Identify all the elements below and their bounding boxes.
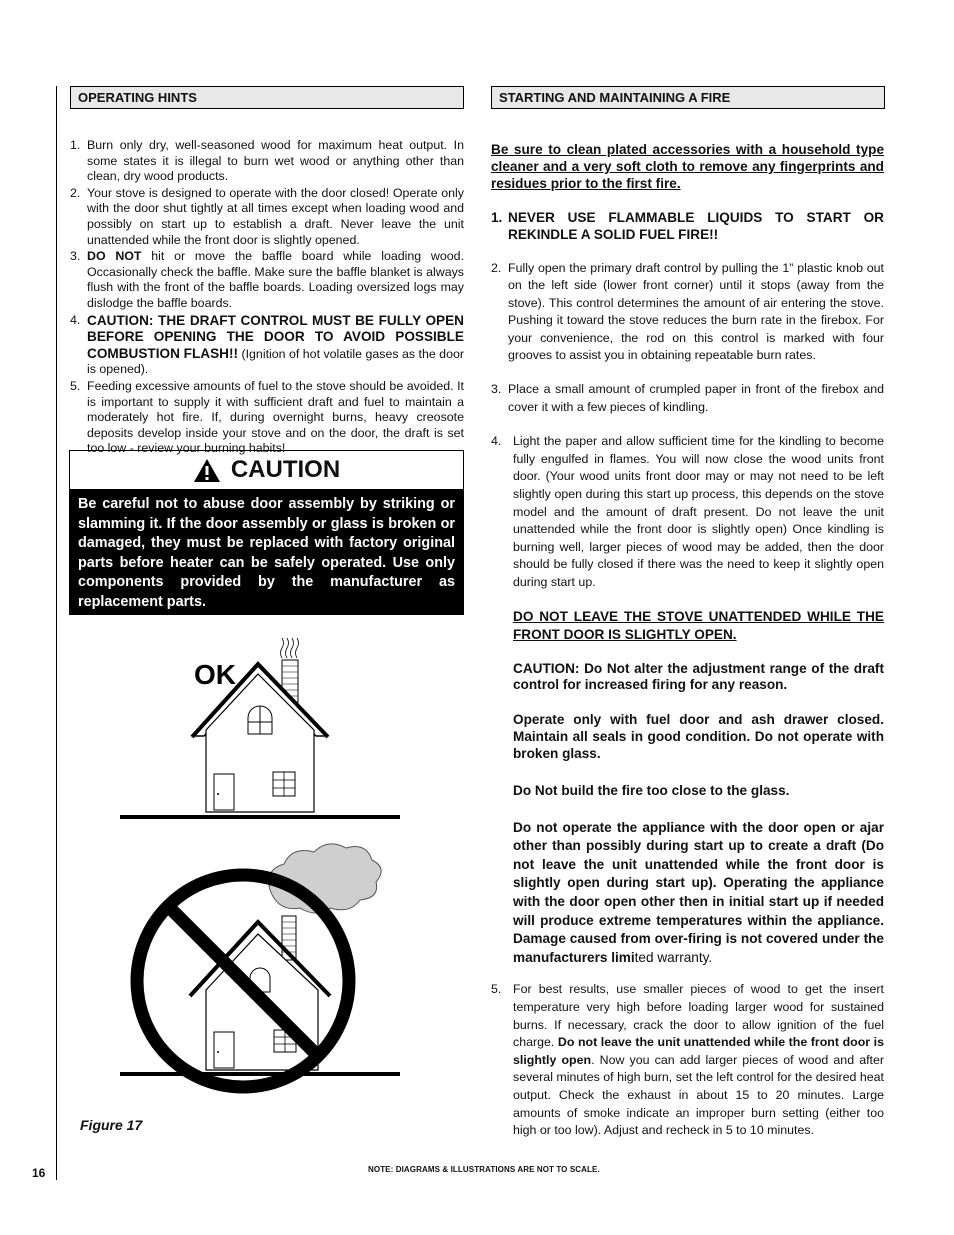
item-text: Light the paper and allow sufficient time for the kindling to become fully engulfed in flames. You will now close the wood units front door. (Your wood units front door may or may not need to be left slightly open during this start up process, this depends on the stove model and the amount of draft present. Do not leave the unit unattended while the front door is slightly open) Once kindling is burning well, larger pieces of wood may be added, then the door should be fully closed if there was the need to keep it slightly open during start up.: [513, 434, 884, 589]
item-text: Fully open the primary draft control by pulling the 1” plastic knob out on the left side (lower front corner) until it stops (away from the stove). This control determines the amount of air entering the stove. Pushing it toward the stove reduces the burn rate in the firebox. For your convenience, the rod on this control is marked with four grooves to assist you in obtaining repeatable burn rates.: [508, 261, 884, 363]
list-item: [70, 138, 464, 185]
item-text: Burn only dry, well-seasoned wood for maximum heat output. In some states it is illegal to burn wet wood or anything other than clean, dry wood products.: [87, 138, 464, 184]
item-number: 1.: [491, 210, 503, 225]
caution-title: CAUTION: [230, 456, 341, 483]
list-item: [70, 186, 464, 248]
starting-fire-header: STARTING AND MAINTAINING A FIRE: [491, 86, 885, 109]
item-number: 5.: [70, 378, 81, 393]
figure-17-illustration: [110, 630, 410, 1110]
item-number: 3.: [491, 382, 502, 397]
item-number: 2.: [491, 261, 502, 275]
warnings-block: [491, 608, 884, 968]
starting-fire-content: [491, 141, 884, 1141]
figure-caption: Figure 17: [80, 1117, 143, 1133]
list-item: [491, 260, 884, 364]
list-item: [70, 249, 464, 311]
intro-text: Be sure to clean plated accessories with a household type cleaner and a very soft cloth to remove any fingerprints and residues prior to the first fire.: [491, 142, 884, 191]
item-text: hit or move the baffle board while loading wood. Occasionally check the baffle. Make sure the baffle blanket is always flush with the front of the baffle boards. Loading oversized logs may dislodge the baffle boards.: [87, 249, 464, 310]
warning-unattended: DO NOT LEAVE THE STOVE UNATTENDED WHILE THE FRONT DOOR IS SLIGHTLY OPEN.: [513, 608, 884, 642]
item-text: NEVER USE FLAMMABLE LIQUIDS TO START OR REKINDLE A SOLID FUEL FIRE!!: [508, 210, 884, 242]
list-item: [491, 209, 884, 243]
item-text: . Now you can add larger pieces of wood and after several minutes of high burn, set the left control for the desired heat output. Check the exhaust in about 15 to 20 minutes. Large amounts of smoke indicate an improper burn setting (either too high or too low). Adjust and recheck in 5 to 10 minutes.: [513, 1052, 884, 1138]
warning-door-open: [513, 819, 884, 968]
operating-hints-header: OPERATING HINTS: [70, 86, 464, 109]
item-number: 4.: [70, 312, 81, 327]
warning-glass: Do Not build the fire too close to the glass.: [513, 782, 790, 798]
caution-box: [69, 450, 464, 615]
list-item: [491, 981, 884, 1139]
list-item: [70, 379, 464, 457]
page-number: 16: [32, 1166, 46, 1180]
caution-header: [70, 451, 463, 489]
operating-hints-list: [70, 138, 464, 458]
item-bold: Do not leave the unit unattended while the front door is slightly open: [513, 1035, 884, 1067]
warning-door-open-bold: Do not operate the appliance with the door open or ajar other than possibly during start up to create a draft (Do not leave the unit unattended while the front door is slightly open during start up). Operating the appliance with the door open other then in initial start up if needed will produce extreme temperatures within the appliance. Damage caused from over-firing is not covered under the manufacturers limi: [513, 819, 884, 965]
item-text: For best results, use smaller pieces of wood to get the insert temperature very high before loading larger wood for sustained burns. If necessary, crack the door to allow ignition of the fuel charge.: [513, 982, 884, 1050]
warning-seals: Operate only with fuel door and ash drawer closed. Maintain all seals in good condition. Do not operate with broken glass.: [513, 711, 884, 761]
item-text: Your stove is designed to operate with the door closed! Operate only with the door shut tightly at all times except when loading wood and possibly on start up to establish a draft. Never leave the unit unattended while the front door is slightly opened.: [87, 185, 464, 247]
item-number: 4.: [491, 434, 502, 449]
item-text: (Ignition of hot volatile gases as the door is opened).: [87, 346, 464, 377]
smoke-lines: [281, 638, 299, 658]
item-number: 1.: [70, 138, 81, 152]
list-item: [491, 381, 884, 416]
list-item: [70, 313, 464, 378]
warning-door-open-tail: ted warranty.: [634, 949, 713, 965]
item-number: 3.: [70, 249, 81, 264]
caution-text: Be careful not to abuse door assembly by striking or slamming it. If the door assembly or glass is broken or damaged, they must be replaced with factory original parts before heater can be safely operated. Use only components provided by the manufacturer as replacement parts.: [70, 489, 463, 614]
warning-icon: [193, 458, 221, 483]
margin-rule: [56, 86, 57, 1180]
item-bold: DO NOT: [87, 249, 142, 264]
item-text: Place a small amount of crumpled paper in front of the firebox and cover it with a few pieces of kindling.: [508, 382, 884, 414]
item-bold: CAUTION: THE DRAFT CONTROL MUST BE FULLY OPEN BEFORE OPENING THE DOOR TO AVOID POSSIBLE COMBUSTION FLASH!!: [87, 312, 464, 361]
item-number: 5.: [491, 982, 502, 997]
item-text: Feeding excessive amounts of fuel to the stove should be avoided. It is important to supply it with sufficient draft and fuel to maintain a moderately hot fire. If, during overnight burns, heavy creosote deposits develop inside your stove and on the door, the draft is set too low - review your burning habits!: [87, 378, 464, 456]
list-item: [491, 433, 884, 591]
ok-label: OK: [194, 659, 236, 690]
item-number: 2.: [70, 185, 81, 200]
footer-note: NOTE: DIAGRAMS & ILLUSTRATIONS ARE NOT TO SCALE.: [368, 1165, 600, 1174]
warning-draft-control: CAUTION: Do Not alter the adjustment range of the draft control for increased firing for any reason.: [513, 660, 884, 693]
